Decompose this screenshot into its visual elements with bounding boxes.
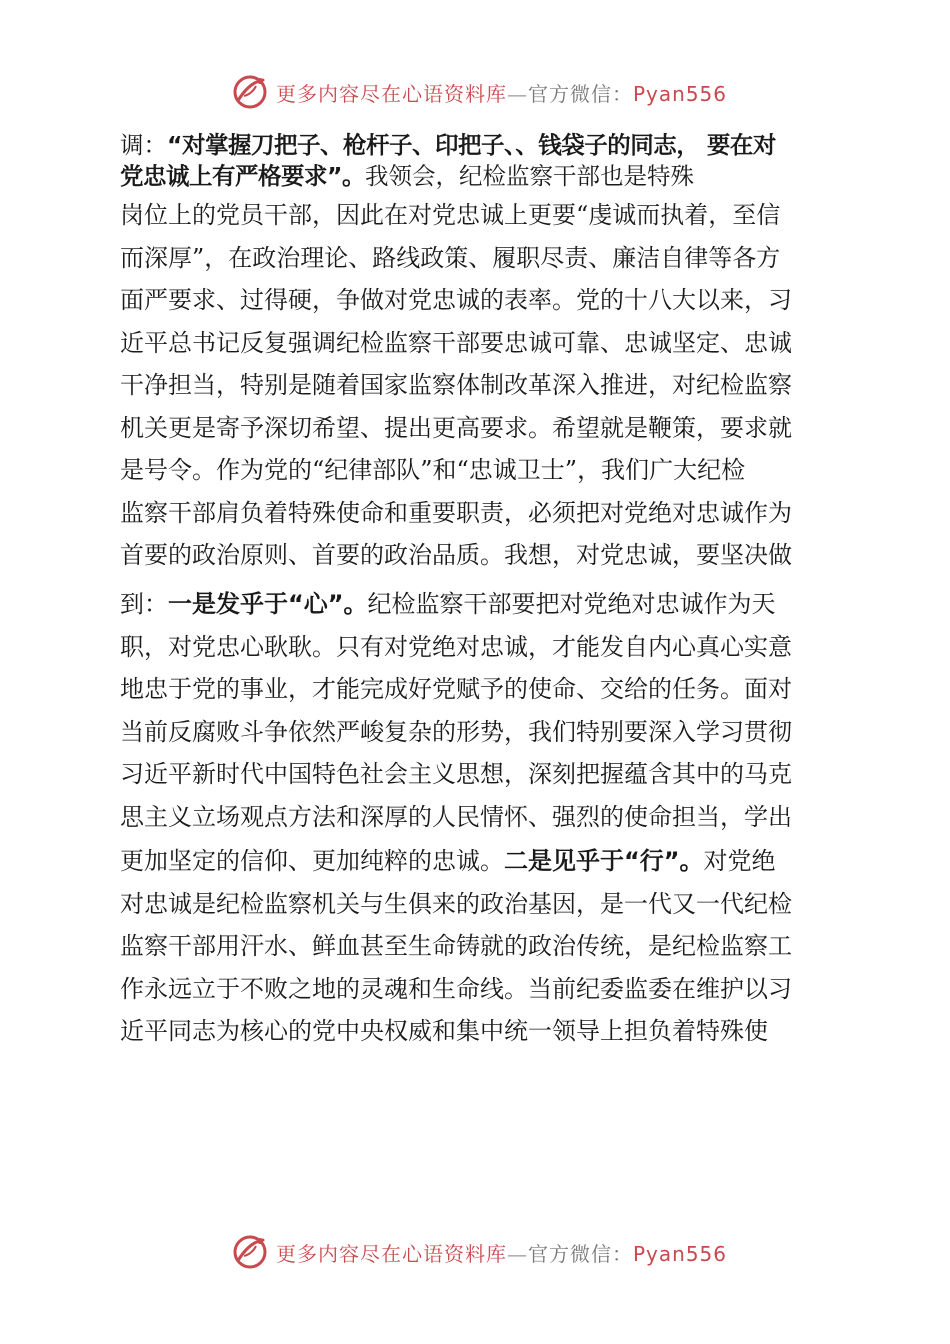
text-line: 而深厚”，在政治理论、路线政策、履职尽责、廉洁自律等各方: [120, 243, 781, 272]
text-line: 首要的政治原则、首要的政治品质。我想，对党忠诚，要坚决做: [120, 541, 792, 569]
text-line: 机关更是寄予深切希望、提出更高要求。希望就是鞭策，要求就: [120, 413, 792, 442]
text-line: 是号令。作为党的“纪律部队”和“忠诚卫士”，我们广大纪检: [120, 456, 746, 484]
body-block-a: [120, 194, 835, 577]
text-line: [120, 840, 835, 883]
intro-paragraph: [120, 130, 835, 192]
point2-heading: 二是见乎于“行”。: [504, 847, 704, 875]
text-line: [120, 583, 835, 626]
text-line: 近平同志为核心的党中央权威和集中统一领导上担负着特殊使: [120, 1017, 768, 1045]
intro-rest: 我领会，纪检监察干部也是特殊: [364, 162, 694, 190]
text-line: 作永远立于不败之地的灵魂和生命线。当前纪委监委在维护以习: [120, 974, 792, 1003]
text-line: 思主义立场观点方法和深厚的人民情怀、强烈的使命担当，学出: [120, 802, 792, 831]
text-line: 面严要求、过得硬，争做对党忠诚的表率。党的十八大以来，习: [120, 286, 792, 314]
point1-prefix: 到：: [120, 590, 168, 618]
point2-prefix: 更加坚定的信仰、更加纯粹的忠诚。: [120, 847, 504, 875]
point1-rest: 纪检监察干部要把对党绝对忠诚作为天: [367, 590, 776, 618]
footer-account: Pyan556: [633, 1241, 728, 1266]
text-line: 职，对党忠心耿耿。只有对党绝对忠诚，才能发自内心真心实意: [120, 632, 792, 661]
footer-site-name: 更多内容尽在心语资料库: [276, 1241, 507, 1266]
header-watermark: [230, 70, 727, 114]
footer-watermark: [230, 1230, 727, 1274]
intro-prefix: 调：: [120, 131, 167, 159]
text-line: 干净担当，特别是随着国家监察体制改革深入推进，对纪检监察: [120, 371, 792, 399]
text-line: [120, 161, 835, 192]
footer-separator: —: [507, 1241, 528, 1266]
text-line: 对忠诚是纪检监察机关与生俱来的政治基因，是一代又一代纪检: [120, 889, 792, 918]
point1-heading: 一是发乎于“心”。: [168, 590, 368, 618]
intro-bold-quote-2: 党忠诚上有严格要求”。: [120, 162, 365, 190]
point2-rest: 对党绝: [703, 847, 776, 875]
text-line: 监察干部肩负着特殊使命和重要职责，必须把对党绝对忠诚作为: [120, 498, 792, 527]
text-line: 当前反腐败斗争依然严峻复杂的形势，我们特别要深入学习贯彻: [120, 717, 792, 746]
header-account: Pyan556: [633, 81, 728, 106]
header-site-name: 更多内容尽在心语资料库: [276, 81, 507, 106]
text-line: 习近平新时代中国特色社会主义思想，深刻把握蕴含其中的马克: [120, 760, 792, 788]
brand-logo-icon: [230, 72, 270, 112]
intro-bold-quote-1: “对掌握刀把子、枪杆子、印把子、、钱袋子的同志， 要在对: [167, 131, 776, 159]
header-label: 官方微信：: [528, 81, 633, 106]
text-line: 近平总书记反复强调纪检监察干部要忠诚可靠、忠诚坚定、忠诚: [120, 328, 792, 357]
text-line: [120, 130, 835, 161]
brand-logo-icon: [230, 1232, 270, 1272]
footer-label: 官方微信：: [528, 1241, 633, 1266]
text-line: 地忠于党的事业，才能完成好党赋予的使命、交给的任务。面对: [120, 675, 792, 703]
header-separator: —: [507, 81, 528, 106]
body-block-b: [120, 583, 835, 838]
body-block-c: [120, 840, 835, 1053]
text-line: 监察干部用汗水、鲜血甚至生命铸就的政治传统，是纪检监察工: [120, 932, 792, 960]
text-line: 岗位上的党员干部，因此在对党忠诚上更要“虔诚而执着，至信: [120, 201, 781, 229]
